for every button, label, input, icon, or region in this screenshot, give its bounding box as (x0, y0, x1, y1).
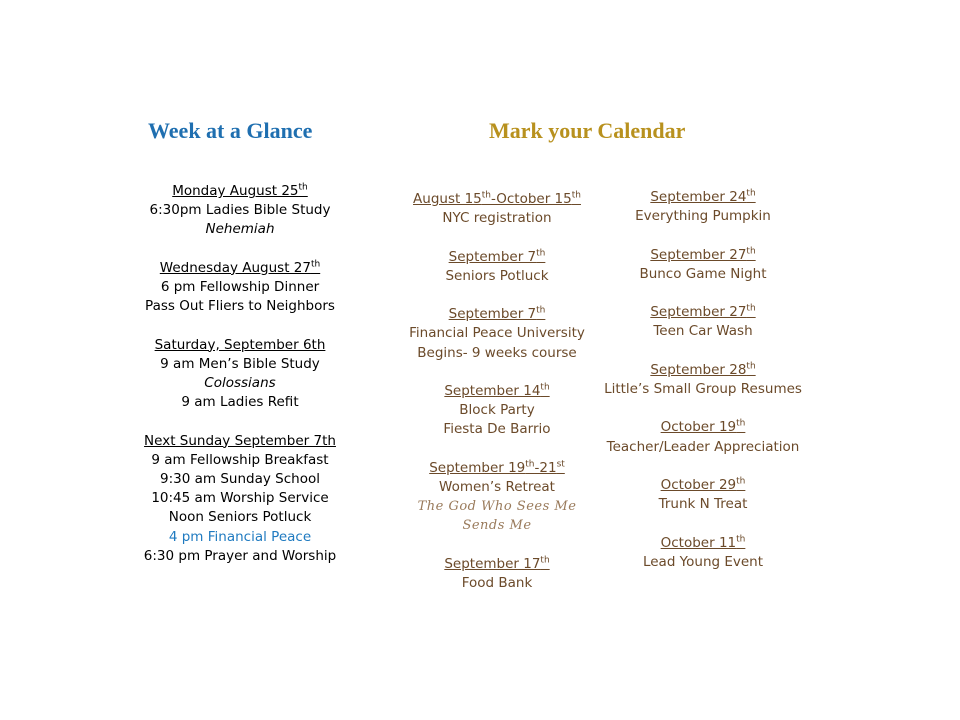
event-detail-line: Noon Seniors Potluck (168, 509, 312, 526)
date-ordinal-suffix: th (736, 534, 746, 545)
date-text: September 28 (650, 361, 747, 378)
date-text: Saturday, September 6th (154, 336, 326, 353)
date-text: September 14 (444, 382, 541, 399)
date-ordinal-suffix: th (540, 555, 550, 566)
event-entry (120, 182, 360, 240)
date-text: Next Sunday September 7th (144, 432, 336, 449)
event-date (598, 361, 808, 380)
event-detail-line: Trunk N Treat (658, 496, 748, 513)
event-entry (382, 305, 612, 363)
date-text: October 19 (660, 419, 737, 436)
date-text: October 29 (660, 476, 737, 493)
event-detail-line: Financial Peace University (409, 325, 585, 342)
event-detail-line: 9:30 am Sunday School (160, 471, 320, 487)
event-entry (120, 259, 360, 317)
date-ordinal-suffix: th (525, 459, 535, 470)
event-date (598, 476, 808, 495)
event-detail-line: Block Party (459, 402, 535, 419)
event-detail-line: Lead Young Event (642, 553, 764, 570)
event-detail-line: 9 am Ladies Refit (181, 394, 299, 411)
date-ordinal-suffix: th (536, 248, 546, 259)
date-ordinal-suffix: th (571, 190, 581, 201)
event-detail-line: Nehemiah (205, 221, 275, 238)
event-entry (382, 190, 612, 228)
date-ordinal-suffix: st (556, 459, 565, 470)
event-detail-line: Little’s Small Group Resumes (604, 380, 802, 397)
event-detail-line: Teen Car Wash (653, 323, 753, 340)
date-ordinal-suffix: th (746, 361, 756, 372)
event-entry (120, 336, 360, 413)
event-detail-line: 9 am Fellowship Breakfast (151, 451, 329, 468)
date-ordinal-suffix: th (481, 190, 491, 201)
calendar-column-left (382, 190, 612, 612)
date-ordinal-suffix: th (736, 418, 746, 429)
date-text: Wednesday August 27 (159, 259, 311, 276)
event-detail-line: Fiesta De Barrio (443, 421, 551, 438)
date-text: September 7 (448, 306, 537, 323)
date-text: September 27 (650, 246, 747, 263)
date-ordinal-suffix: th (746, 188, 756, 199)
event-entry (598, 476, 808, 514)
event-date (120, 336, 360, 355)
event-detail-line: Everything Pumpkin (635, 208, 771, 225)
date-text: September 19 (429, 459, 526, 476)
event-detail-line: The God Who Sees Me (417, 499, 577, 515)
date-ordinal-suffix: th (540, 382, 550, 393)
calendar-column-right (598, 188, 808, 591)
event-detail-line: Teacher/Leader Appreciation (606, 438, 800, 455)
event-entry (382, 459, 612, 536)
event-detail-line: Begins- 9 weeks course (417, 344, 577, 361)
date-text: September 27 (650, 304, 747, 321)
event-detail-line: NYC registration (442, 210, 552, 227)
date-ordinal-suffix: th (298, 182, 308, 193)
event-detail-line: 9 am Men’s Bible Study (160, 355, 320, 372)
event-date (382, 248, 612, 267)
date-text: August 15 (413, 191, 482, 207)
mark-your-calendar-heading: Mark your Calendar (489, 118, 686, 143)
event-detail-line: Women’s Retreat (439, 478, 555, 495)
event-entry (598, 303, 808, 341)
date-ordinal-suffix: th (746, 246, 756, 257)
date-ordinal-suffix: th (536, 305, 546, 316)
date-text: October 11 (660, 534, 737, 551)
event-date (382, 305, 612, 324)
event-entry (382, 248, 612, 286)
event-date (598, 303, 808, 322)
event-date (120, 432, 360, 451)
event-detail-line: Seniors Potluck (445, 267, 549, 284)
event-entry (598, 418, 808, 456)
date-text: September 17 (444, 555, 541, 572)
event-entry (382, 555, 612, 593)
event-detail-line: 6 pm Fellowship Dinner (160, 279, 320, 295)
week-at-a-glance-heading: Week at a Glance (148, 118, 313, 143)
event-date (382, 382, 612, 401)
event-entry (598, 534, 808, 572)
event-date (120, 259, 360, 278)
event-date (598, 188, 808, 207)
date-ordinal-suffix: th (310, 259, 321, 270)
event-entry (598, 188, 808, 226)
event-detail-line: Colossians (204, 375, 276, 391)
event-date (120, 182, 360, 201)
event-detail-line: Food Bank (461, 574, 533, 591)
event-date (598, 246, 808, 265)
date-ordinal-suffix: th (746, 303, 756, 314)
event-entry (598, 246, 808, 284)
event-detail-line: 6:30pm Ladies Bible Study (149, 202, 331, 219)
event-date (598, 534, 808, 553)
event-detail-line: Pass Out Fliers to Neighbors (145, 298, 335, 315)
date-ordinal-suffix: th (736, 476, 746, 487)
event-detail-line: Sends Me (462, 518, 532, 534)
event-date (382, 190, 612, 209)
date-text: Monday August 25 (172, 183, 299, 199)
event-detail-line: 10:45 am Worship Service (151, 490, 329, 507)
event-date (598, 418, 808, 437)
week-at-a-glance-list (120, 182, 360, 585)
event-detail-line: 4 pm Financial Peace (168, 528, 312, 545)
event-detail-line: 6:30 pm Prayer and Worship (143, 547, 337, 564)
event-date (382, 459, 612, 478)
event-entry (382, 382, 612, 440)
event-detail-line: Bunco Game Night (639, 265, 767, 282)
date-text: -October 15 (490, 191, 572, 207)
event-date (382, 555, 612, 574)
date-text: September 7 (448, 248, 537, 265)
date-text: September 24 (650, 189, 747, 205)
event-entry (120, 432, 360, 566)
event-entry (598, 361, 808, 399)
date-text: -21 (534, 459, 557, 476)
